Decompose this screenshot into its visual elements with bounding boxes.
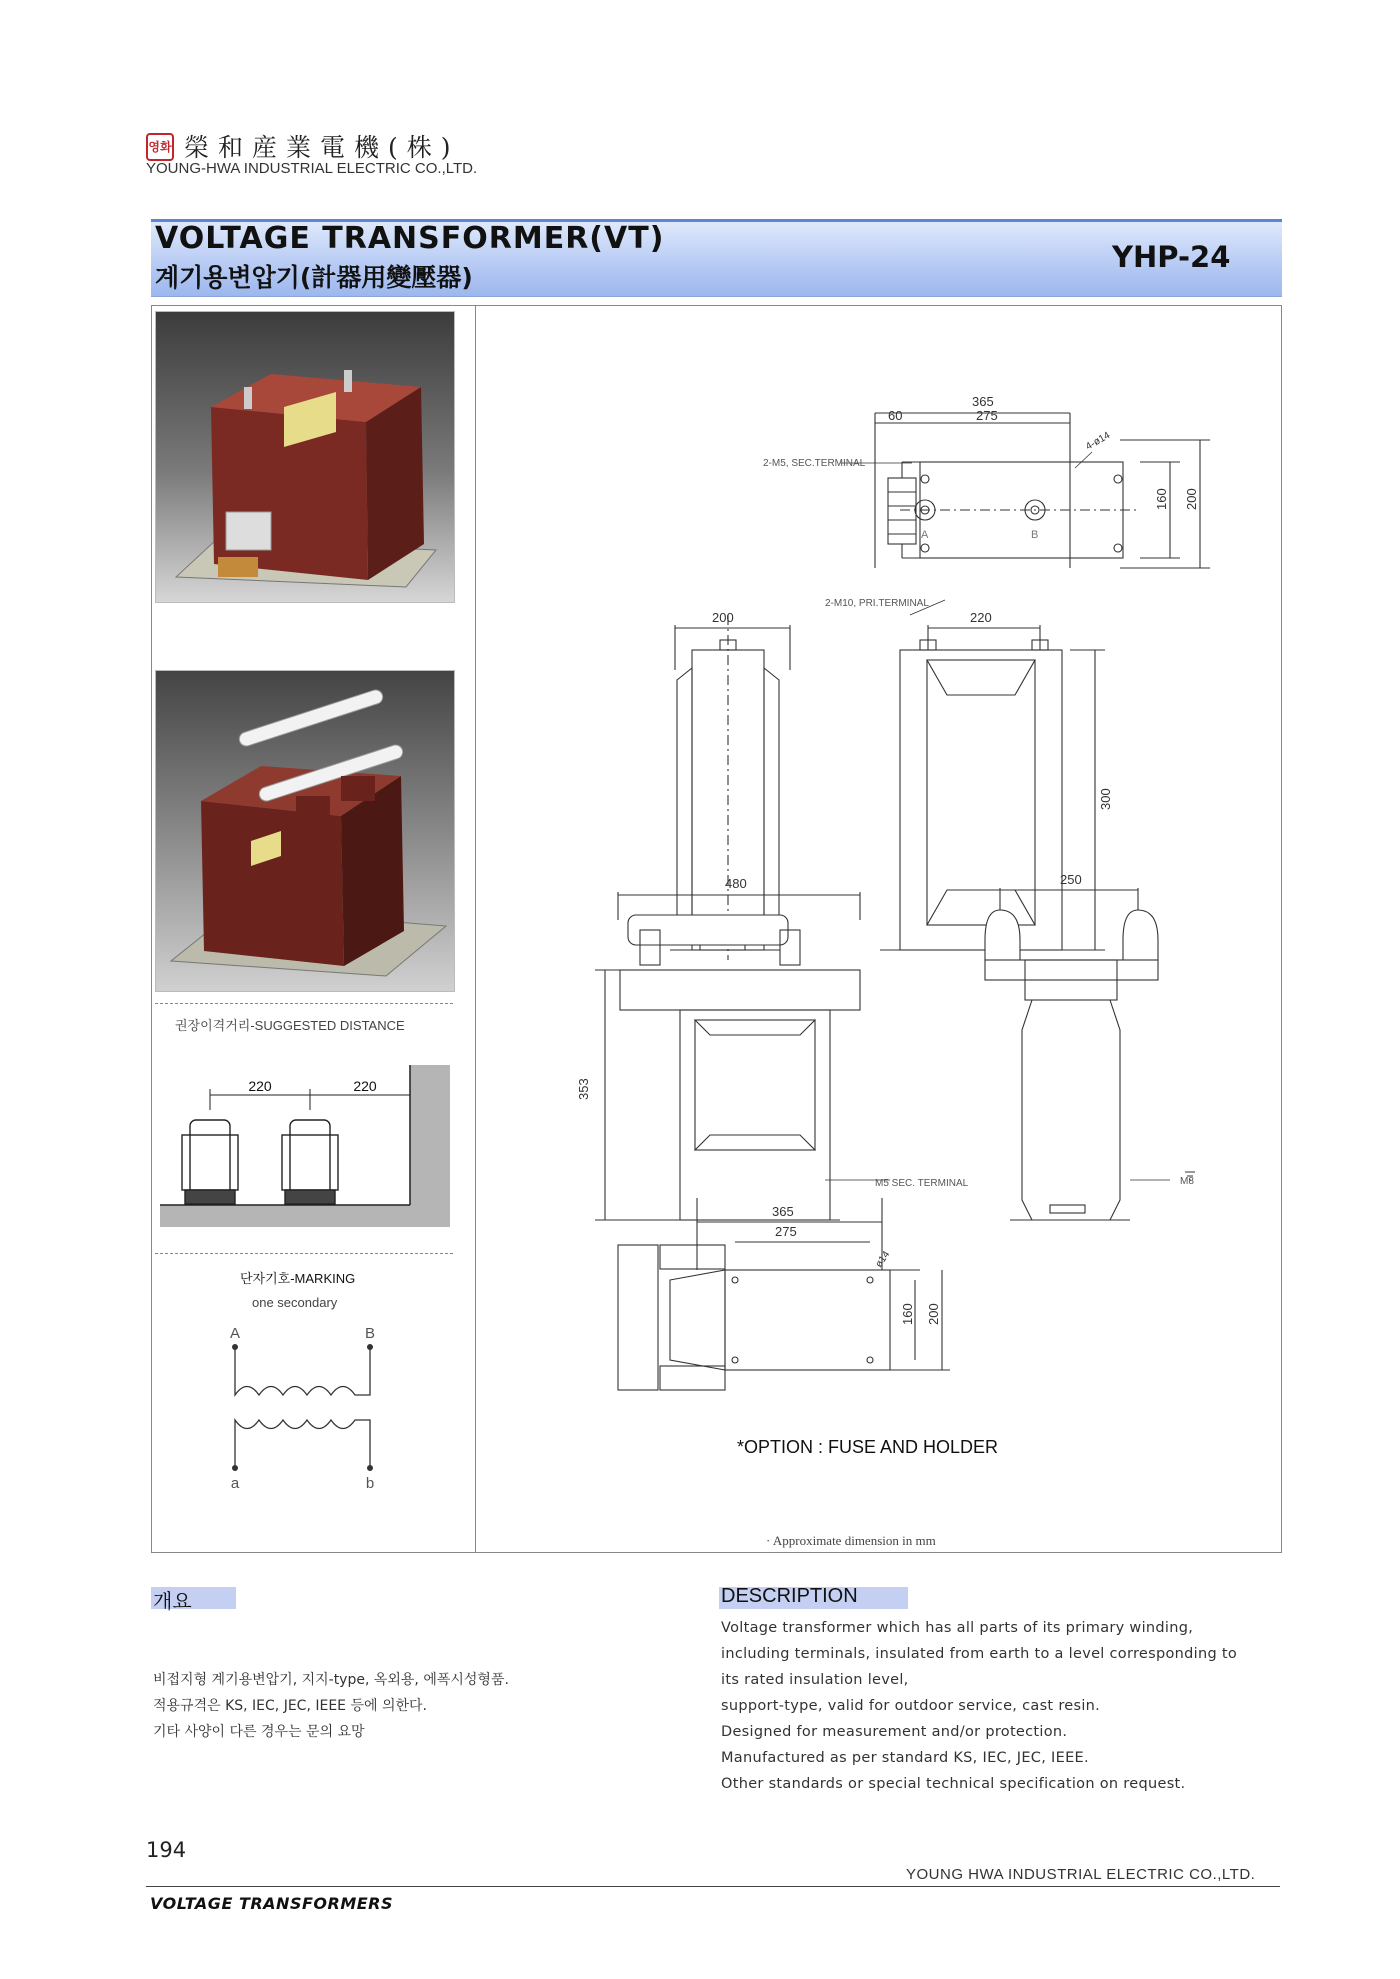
dim-top-60: 60 [888,408,903,423]
pri-terminal-label: 2-M10, PRI.TERMINAL [825,598,929,609]
footer-rule [146,1886,1280,1887]
distance-2: 220 [353,1078,377,1094]
transformer-outline-2 [282,1120,338,1204]
top-label-B: B [1031,529,1039,541]
separator-dotted [155,1003,453,1004]
terminal-b: b [365,1475,375,1492]
dim-base-200: 200 [926,1303,941,1325]
terminal-a: a [230,1475,240,1492]
option-side-view [985,888,1170,1220]
dim-base-160: 160 [900,1303,915,1325]
terminal-A: A [229,1325,241,1342]
primary-winding [235,1347,370,1395]
description-line: Manufactured as per standard KS, IEC, JEC, IEEE. [721,1750,1089,1766]
company-logo: 영화 [146,133,174,161]
earth-terminal-label: M8 [1180,1176,1194,1187]
overview-heading: 개요 [153,1589,192,1613]
option-front-view [595,892,890,1220]
marking-label: 단자기호-MARKING [240,1271,356,1286]
dim-option-480: 480 [725,876,747,891]
description-line: Designed for measurement and/or protection. [721,1724,1068,1740]
dim-front-220: 220 [970,610,992,625]
footer-company: YOUNG HWA INDUSTRIAL ELECTRIC CO.,LTD. [906,1866,1256,1883]
distance-1: 220 [248,1078,272,1094]
suggested-distance-label: 권장이격거리-SUGGESTED DISTANCE [175,1018,405,1033]
dim-top-hole: 4-ø14 [1084,430,1113,453]
model-number: YHP-24 [1112,240,1231,274]
transformer-photo-illustration [156,312,454,602]
dim-side-200: 200 [712,610,734,625]
dim-base-365: 365 [772,1204,794,1219]
separator-dotted-2 [155,1253,453,1254]
footer-category: VOLTAGE TRANSFORMERS [150,1894,394,1913]
option-sec-terminal-label: M5 SEC. TERMINAL [875,1178,969,1189]
overview-body [153,1667,509,1745]
dim-top-160: 160 [1154,488,1169,510]
column-divider [475,305,476,1553]
dimension-note: · Approximate dimension in mm [766,1533,936,1548]
product-photo-fuse-option [155,670,455,992]
dim-top-275: 275 [976,408,998,423]
dim-front-300: 300 [1098,788,1113,810]
front-view [880,600,1105,950]
page-subtitle: 계기용변압기(計器用變壓器) [155,263,473,292]
dim-base-275: 275 [775,1224,797,1239]
suggested-distance-diagram [155,1055,453,1235]
company-name-en: YOUNG-HWA INDUSTRIAL ELECTRIC CO.,LTD. [146,160,478,177]
dim-option-353: 353 [576,1078,591,1100]
page-title: VOLTAGE TRANSFORMER(VT) [155,221,665,256]
overview-line: 적용규격은 KS, IEC, JEC, IEEE 등에 의한다. [153,1698,427,1714]
option-caption: *OPTION : FUSE AND HOLDER [737,1437,999,1457]
terminal-B: B [364,1325,376,1342]
winding-marking-diagram [215,1320,385,1495]
company-name-kr: 榮和産業電機(株) [184,133,460,162]
sec-terminal-label: 2-M5, SEC.TERMINAL [763,458,866,469]
page-number: 194 [146,1838,187,1862]
product-photo-standard [155,311,455,603]
dim-option-250: 250 [1060,872,1082,887]
description-heading: DESCRIPTION [721,1585,858,1607]
transformer-outline-1 [182,1120,238,1204]
overview-line: 비접지형 계기용변압기, 지지-type, 옥외용, 에폭시성형품. [153,1672,509,1688]
description-line: Other standards or special technical specification on request. [721,1776,1186,1792]
dim-top-365: 365 [972,394,994,409]
description-body [721,1615,1281,1797]
side-view [670,615,790,960]
dim-top-200: 200 [1184,488,1199,510]
overview-line: 기타 사양이 다른 경우는 문의 요망 [153,1724,365,1740]
technical-drawing [480,310,1275,1430]
description-line: support-type, valid for outdoor service, cast resin. [721,1698,1101,1714]
secondary-winding [235,1420,370,1468]
description-line: its rated insulation level, [721,1672,909,1688]
marking-subtitle: one secondary [252,1295,338,1310]
top-label-A: A [921,529,929,541]
description-line: Voltage transformer which has all parts of its primary winding, [721,1620,1194,1636]
transformer-fuse-photo-illustration [156,671,454,991]
dim-base-hole: ø14 [873,1249,893,1270]
description-line: including terminals, insulated from earth to a level corresponding to [721,1646,1238,1662]
